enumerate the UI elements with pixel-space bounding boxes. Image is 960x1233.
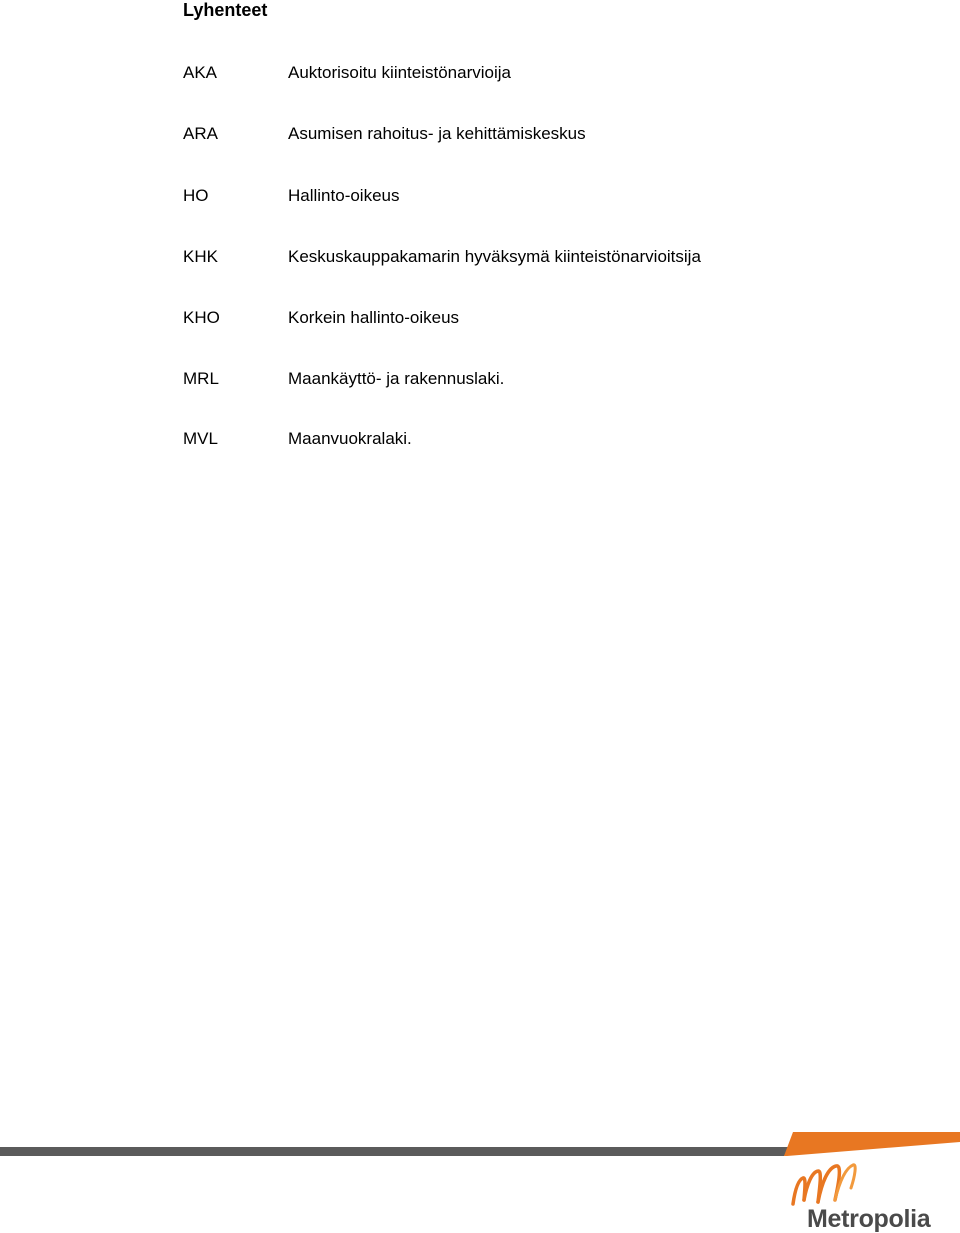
abbreviation-definition: Hallinto-oikeus bbox=[288, 186, 400, 205]
page-title: Lyhenteet bbox=[183, 0, 268, 20]
abbreviation-term: HO bbox=[183, 186, 209, 205]
metropolia-logo bbox=[785, 1160, 935, 1233]
abbreviation-definition: Asumisen rahoitus- ja kehittämiskeskus bbox=[288, 124, 586, 143]
abbreviation-definition: Auktorisoitu kiinteistönarvioija bbox=[288, 63, 511, 82]
footer-divider-bar bbox=[0, 1132, 960, 1160]
abbreviation-term: KHO bbox=[183, 308, 220, 327]
abbreviation-term: MRL bbox=[183, 369, 219, 388]
abbreviation-term: AKA bbox=[183, 63, 218, 82]
metropolia-logo-text: Metropolia bbox=[807, 1205, 931, 1233]
abbreviation-term: MVL bbox=[183, 429, 218, 448]
abbreviation-term: ARA bbox=[183, 124, 218, 143]
footer-bar-gray bbox=[0, 1147, 790, 1156]
abbreviation-definition: Maankäyttö- ja rakennuslaki. bbox=[288, 369, 505, 388]
metropolia-m-logo-icon bbox=[785, 1160, 935, 1210]
footer-bar-orange bbox=[784, 1132, 960, 1156]
abbreviation-definition: Keskuskauppakamarin hyväksymä kiinteistönarvioitsija bbox=[288, 247, 701, 266]
abbreviation-definition: Korkein hallinto-oikeus bbox=[288, 308, 460, 327]
abbreviation-definition: Maanvuokralaki. bbox=[288, 429, 412, 448]
abbreviation-term: KHK bbox=[183, 247, 218, 266]
